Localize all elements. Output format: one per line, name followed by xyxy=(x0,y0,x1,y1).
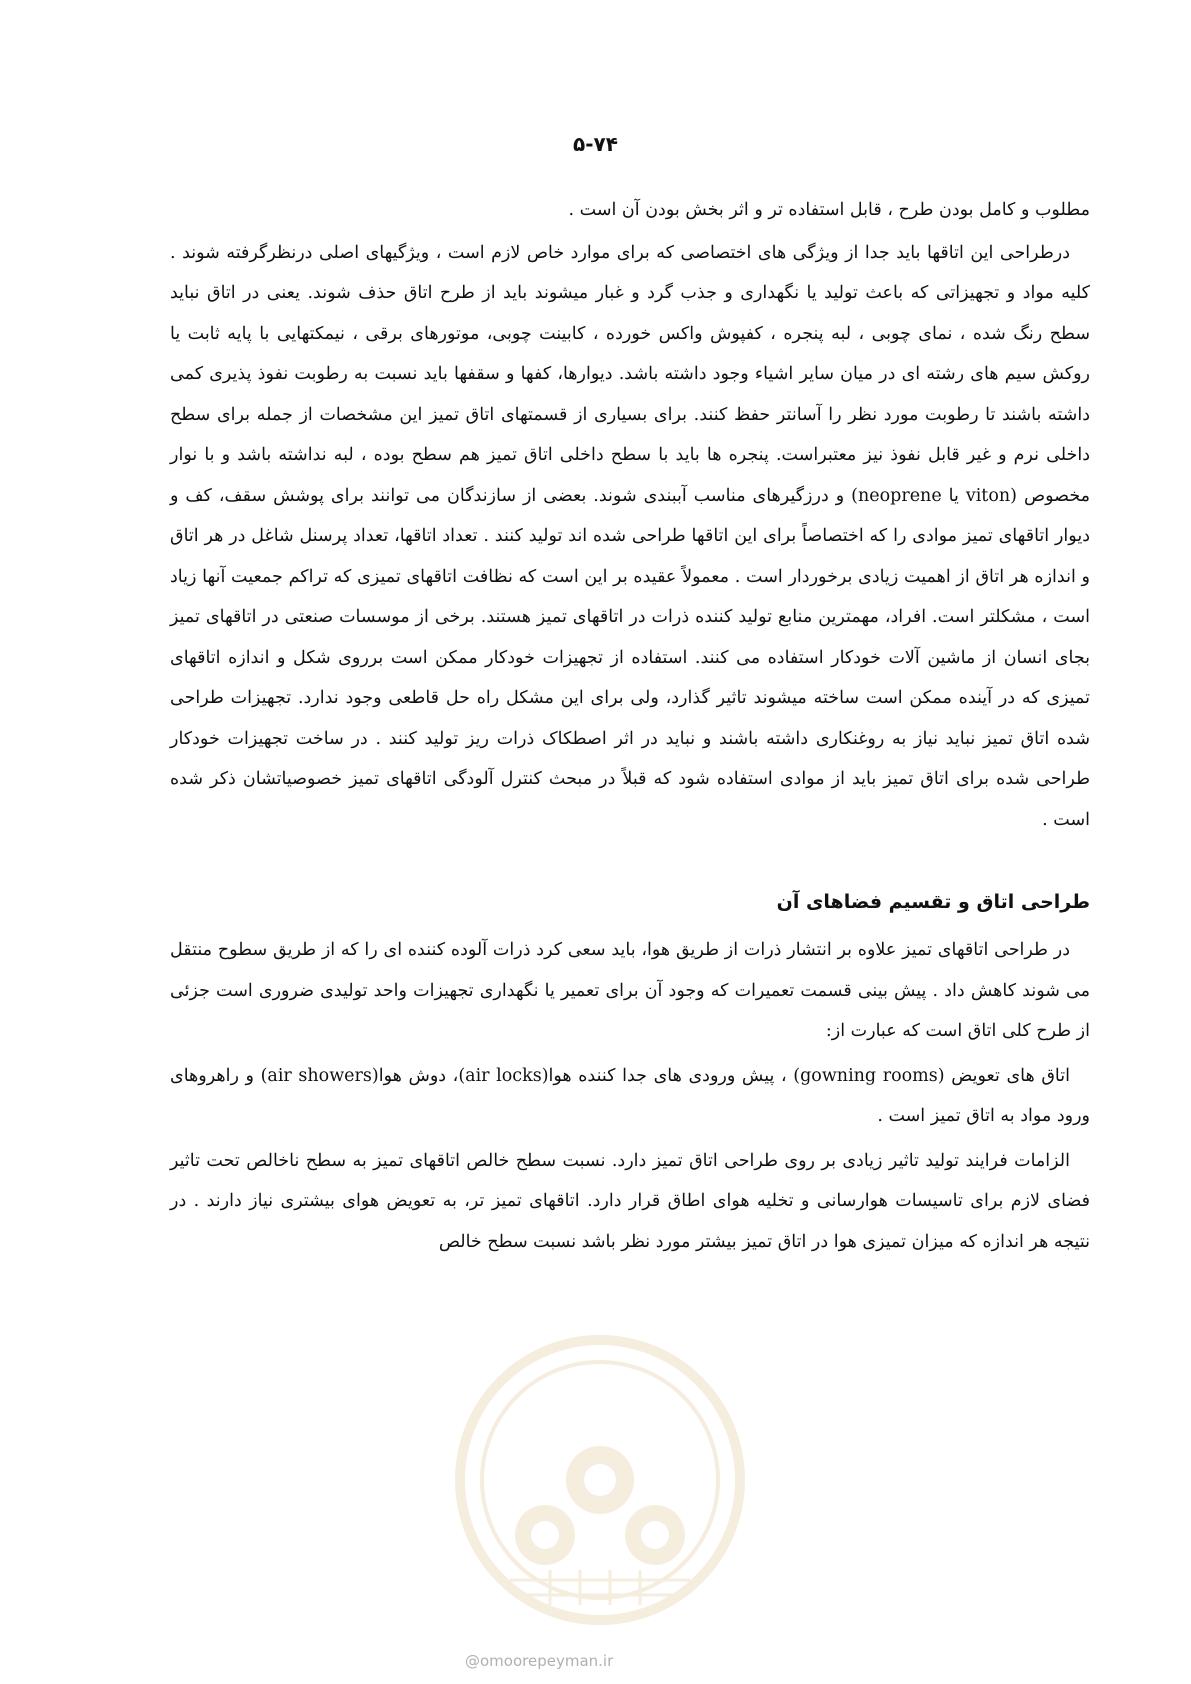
page-number: ۵-۷۴ xyxy=(573,132,618,156)
section-paragraph-requirements: الزامات فرایند تولید تاثیر زیادی بر روی طراحی اتاق تمیز دارد. نسبت سطح خالص اتاقهای تمیز به سطح ناخالص تحت تاثیر فضای لازم برای تاسیسات هوارسانی و تخلیه هوای اطاق قرار دارد. اتاقهای تمیز تر، به تعویض هوای بیشتری نیاز دارند . در نتیجه هر اندازه که میزان تمیزی هوا در اتاق تمیز بیشتر مورد نظر باشد نسبت سطح خالص xyxy=(170,1150,1090,1252)
section-heading: طراحی اتاق و تقسیم فضاهای آن xyxy=(776,891,1090,913)
section-paragraph-intro: در طراحی اتاقهای تمیز علاوه بر انتشار ذرات از طریق هوا، باید سعی کرد ذرات آلوده کننده ای را که از طریق سطوح منتقل می شوند کاهش داد . پیش بینی قسمت تعمیرات که وجود آن برای تعمیر یا نگهداری تجهیزات واحد تولیدی ضروری است جزئی از طرح کلی اتاق است که عبارت از: xyxy=(170,940,1090,1041)
paragraph-design-features: درطراحی این اتاقها باید جدا از ویژگی های اختصاصی که برای موارد خاص لازم است ، ویژگیهای اصلی درنظرگرفته شوند . کلیه مواد و تجهیزاتی که باعث تولید یا نگهداری و جذب گرد و غبار میشوند باید از طرح اتاق حذف شوند. یعنی در اتاق نباید سطح رنگ شده ، نمای چوبی ، لبه پنجره ، کفپوش واکس خورده ، کابینت چوبی، موتورهای برقی ، نیمکتهایی با پایه ثابت یا روکش سیم های رشته ای در میان سایر اشیاء وجود داشته باشد. دیوارها، کفها و سقفها باید نسبت به رطوبت نفوذ پذیری کمی داشته باشند تا رطوبت مورد نظر را آسانتر حفظ کنند. برای بسیاری از قسمتهای اتاق تمیز این مشخصات از جمله برای سطح داخلی نرم و غیر قابل نفوذ نیز معتبراست. پنجره ها باید با سطح داخلی اتاق تمیز هم سطح بوده ، لبه نداشته باشد و با نوار مخصوص (viton یا neoprene) و درزگیرهای مناسب آببندی شوند. بعضی از سازندگان می توانند برای پوشش سقف، کف و دیوار اتاقهای تمیز موادی را که اختصاصاً برای این اتاقها طراحی شده اند تولید کنند . تعداد اتاقها، تعداد پرسنل شاغل در هر اتاق و اندازه هر اتاق از اهمیت زیادی برخوردار است . معمولاً عقیده بر این است که نظافت اتاقهای تمیزی که تراکم جمعیت آنها زیاد است ، مشکلتر است. افراد، مهمترین منابع تولید کننده ذرات در اتاقهای تمیز هستند. برخی از موسسات صنعتی در اتاقهای تمیز بجای انسان از ماشین آلات خودکار استفاده می کنند. استفاده از تجهیزات خودکار ممکن است برروی شکل و اندازه اتاقهای تمیزی که در آینده ممکن است ساخته میشوند تاثیر گذارد، ولی برای این مشکل راه حل قاطعی وجود ندارد. تجهیزات طراحی شده اتاق تمیز نباید نیاز به روغنکاری داشته باشند و نباید در اثر اصطکاک ذرات ریز تولید کنند . در ساخت تجهیزات خودکار طراحی شده برای اتاق تمیز باید از موادی استفاده شود که قبلاً در مبحث کنترل آلودگی اتاقهای تمیز خصوصیاتشان ذکر شده است . xyxy=(170,242,1090,830)
publisher-seal-watermark xyxy=(450,1330,750,1630)
paragraph-continuation: مطلوب و کامل بودن طرح ، قابل استفاده تر و اثر بخش بودن آن است . xyxy=(568,200,1090,220)
section-paragraph-rooms-list: اتاق های تعویض (gowning rooms) ، پیش ورودی های جدا کننده هوا(air locks)، دوش هوا(air showers) و راهروهای ورود مواد به اتاق تمیز است . xyxy=(170,1065,1090,1126)
document-body xyxy=(170,190,1090,1266)
footer-url: @omoorepeyman.ir xyxy=(465,1652,614,1670)
